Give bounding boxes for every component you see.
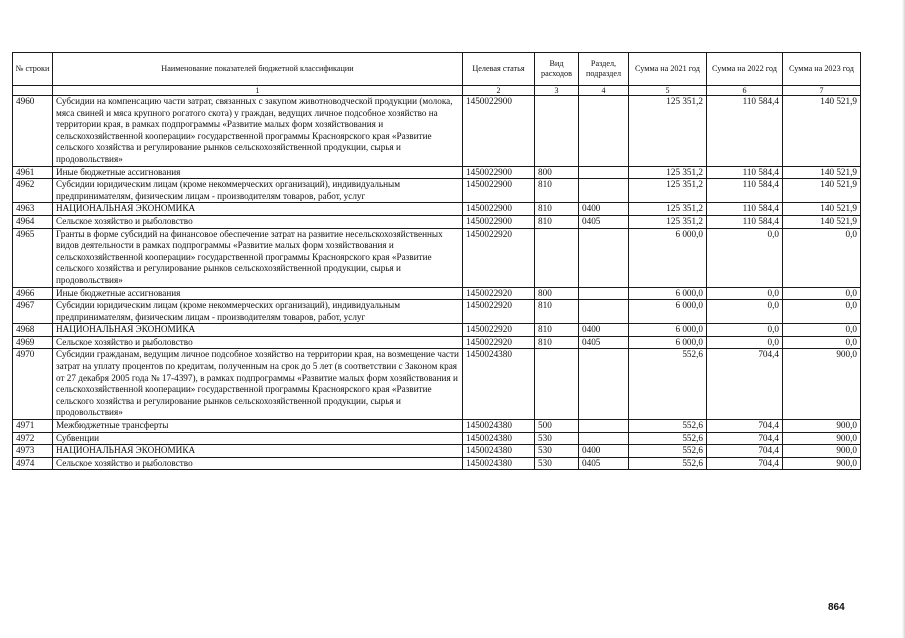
row-target-article-cell: 1450022920 bbox=[463, 336, 535, 349]
row-section-cell bbox=[579, 287, 629, 300]
table-row bbox=[13, 300, 861, 324]
row-number-cell: 4968 bbox=[13, 324, 53, 337]
row-sum-2021-cell: 6 000,0 bbox=[629, 228, 707, 287]
row-expense-type-cell bbox=[535, 228, 579, 287]
table-row bbox=[13, 179, 861, 203]
row-sum-2021-cell: 552,6 bbox=[629, 457, 707, 470]
row-name-cell: Межбюджетные трансферты bbox=[53, 420, 463, 433]
row-target-article-cell: 1450024380 bbox=[463, 349, 535, 420]
row-sum-2023-cell: 140 521,9 bbox=[783, 203, 861, 216]
row-expense-type-cell: 800 bbox=[535, 166, 579, 179]
row-sum-2023-cell: 140 521,9 bbox=[783, 215, 861, 228]
column-number: 1 bbox=[53, 86, 463, 96]
row-sum-2023-cell: 900,0 bbox=[783, 457, 861, 470]
row-name-cell: Иные бюджетные ассигнования bbox=[53, 166, 463, 179]
row-name-cell: Иные бюджетные ассигнования bbox=[53, 287, 463, 300]
row-number-cell: 4973 bbox=[13, 445, 53, 458]
page-number: 864 bbox=[828, 602, 845, 613]
row-number-cell: 4962 bbox=[13, 179, 53, 203]
row-number-cell: 4960 bbox=[13, 96, 53, 167]
row-target-article-cell: 1450022900 bbox=[463, 179, 535, 203]
row-sum-2021-cell: 552,6 bbox=[629, 445, 707, 458]
table-row bbox=[13, 215, 861, 228]
row-section-cell bbox=[579, 179, 629, 203]
table-body bbox=[13, 96, 861, 470]
row-expense-type-cell: 800 bbox=[535, 287, 579, 300]
row-number-cell: 4963 bbox=[13, 203, 53, 216]
row-sum-2022-cell: 110 584,4 bbox=[707, 215, 783, 228]
row-target-article-cell: 1450022920 bbox=[463, 228, 535, 287]
header-row bbox=[13, 53, 861, 86]
row-sum-2021-cell: 125 351,2 bbox=[629, 203, 707, 216]
row-section-cell: 0400 bbox=[579, 445, 629, 458]
row-name-cell: НАЦИОНАЛЬНАЯ ЭКОНОМИКА bbox=[53, 445, 463, 458]
table-row bbox=[13, 432, 861, 445]
row-section-cell bbox=[579, 228, 629, 287]
row-target-article-cell: 1450024380 bbox=[463, 445, 535, 458]
column-number: 3 bbox=[535, 86, 579, 96]
row-section-cell bbox=[579, 300, 629, 324]
row-expense-type-cell: 530 bbox=[535, 432, 579, 445]
row-name-cell: Субсидии юридическим лицам (кроме некоммерческих организаций), индивидуальным предпринимателям, физическим лицам - производителям товаров, работ, услуг bbox=[53, 300, 463, 324]
column-number: 2 bbox=[463, 86, 535, 96]
row-section-cell bbox=[579, 96, 629, 167]
row-target-article-cell: 1450022900 bbox=[463, 203, 535, 216]
header-sum-2022: Сумма на 2022 год bbox=[707, 53, 783, 86]
row-number-cell: 4970 bbox=[13, 349, 53, 420]
row-section-cell: 0400 bbox=[579, 324, 629, 337]
row-sum-2022-cell: 110 584,4 bbox=[707, 203, 783, 216]
row-number-cell: 4961 bbox=[13, 166, 53, 179]
row-sum-2021-cell: 552,6 bbox=[629, 349, 707, 420]
budget-table bbox=[12, 52, 861, 470]
row-sum-2023-cell: 140 521,9 bbox=[783, 96, 861, 167]
row-sum-2021-cell: 6 000,0 bbox=[629, 324, 707, 337]
row-section-cell bbox=[579, 166, 629, 179]
row-expense-type-cell: 810 bbox=[535, 215, 579, 228]
row-expense-type-cell: 530 bbox=[535, 457, 579, 470]
row-section-cell bbox=[579, 432, 629, 445]
row-sum-2022-cell: 0,0 bbox=[707, 300, 783, 324]
row-expense-type-cell: 530 bbox=[535, 445, 579, 458]
row-number-cell: 4964 bbox=[13, 215, 53, 228]
row-section-cell bbox=[579, 420, 629, 433]
header-sum-2023: Сумма на 2023 год bbox=[783, 53, 861, 86]
header-expense-type: Вид расходов bbox=[535, 53, 579, 86]
row-section-cell: 0405 bbox=[579, 215, 629, 228]
row-target-article-cell: 1450022920 bbox=[463, 287, 535, 300]
row-sum-2021-cell: 6 000,0 bbox=[629, 300, 707, 324]
row-sum-2023-cell: 140 521,9 bbox=[783, 179, 861, 203]
row-name-cell: Гранты в форме субсидий на финансовое обеспечение затрат на развитие несельскохозяйственных видов деятельности в рамках подпрограммы «Развитие малых форм хозяйствования и сельскохозяйственной кооперации» государственной программы Красноярского края «Развитие сельского хозяйства и регулирование рынков сельскохозяйственной продукции, сырья и продовольствия» bbox=[53, 228, 463, 287]
row-sum-2023-cell: 900,0 bbox=[783, 349, 861, 420]
row-sum-2023-cell: 900,0 bbox=[783, 432, 861, 445]
row-name-cell: Субсидии гражданам, ведущим личное подсобное хозяйство на территории края, на возмещение части затрат на уплату процентов по кредитам, полученным на срок до 5 лет (в соответствии с Законом края от 27 декабря 2005 года № 17-4397), в рамках подпрограммы «Развитие малых форм хозяйствования и сельскохозяйственной кооперации» государственной программы Красноярского края «Развитие сельского хозяйства и регулирование рынков сельскохозяйственной продукции, сырья и продовольствия» bbox=[53, 349, 463, 420]
row-sum-2021-cell: 552,6 bbox=[629, 420, 707, 433]
row-number-cell: 4966 bbox=[13, 287, 53, 300]
header-row-number: № строки bbox=[13, 53, 53, 86]
table-row bbox=[13, 166, 861, 179]
table-row bbox=[13, 287, 861, 300]
row-sum-2022-cell: 110 584,4 bbox=[707, 179, 783, 203]
row-sum-2022-cell: 0,0 bbox=[707, 287, 783, 300]
table-row bbox=[13, 324, 861, 337]
row-sum-2023-cell: 0,0 bbox=[783, 287, 861, 300]
column-number: 7 bbox=[783, 86, 861, 96]
row-expense-type-cell: 810 bbox=[535, 336, 579, 349]
row-sum-2022-cell: 110 584,4 bbox=[707, 166, 783, 179]
row-number-cell: 4969 bbox=[13, 336, 53, 349]
row-sum-2022-cell: 704,4 bbox=[707, 457, 783, 470]
row-sum-2023-cell: 0,0 bbox=[783, 336, 861, 349]
row-sum-2021-cell: 6 000,0 bbox=[629, 287, 707, 300]
row-target-article-cell: 1450024380 bbox=[463, 432, 535, 445]
row-sum-2022-cell: 0,0 bbox=[707, 228, 783, 287]
row-sum-2022-cell: 704,4 bbox=[707, 445, 783, 458]
row-sum-2023-cell: 140 521,9 bbox=[783, 166, 861, 179]
column-number: 4 bbox=[579, 86, 629, 96]
row-number-cell: 4967 bbox=[13, 300, 53, 324]
row-sum-2022-cell: 110 584,4 bbox=[707, 96, 783, 167]
row-sum-2022-cell: 704,4 bbox=[707, 420, 783, 433]
row-sum-2021-cell: 125 351,2 bbox=[629, 215, 707, 228]
row-sum-2021-cell: 6 000,0 bbox=[629, 336, 707, 349]
column-number-row bbox=[13, 86, 861, 96]
table-row bbox=[13, 96, 861, 167]
table-row bbox=[13, 228, 861, 287]
table-row bbox=[13, 420, 861, 433]
column-number bbox=[13, 86, 53, 96]
row-sum-2021-cell: 552,6 bbox=[629, 432, 707, 445]
row-section-cell: 0400 bbox=[579, 203, 629, 216]
row-section-cell: 0405 bbox=[579, 336, 629, 349]
row-sum-2023-cell: 0,0 bbox=[783, 324, 861, 337]
row-expense-type-cell: 500 bbox=[535, 420, 579, 433]
row-name-cell: НАЦИОНАЛЬНАЯ ЭКОНОМИКА bbox=[53, 203, 463, 216]
row-sum-2021-cell: 125 351,2 bbox=[629, 96, 707, 167]
table-row bbox=[13, 349, 861, 420]
row-number-cell: 4971 bbox=[13, 420, 53, 433]
row-sum-2021-cell: 125 351,2 bbox=[629, 166, 707, 179]
row-section-cell: 0405 bbox=[579, 457, 629, 470]
header-target-article: Целевая статья bbox=[463, 53, 535, 86]
row-sum-2023-cell: 900,0 bbox=[783, 445, 861, 458]
row-sum-2022-cell: 0,0 bbox=[707, 336, 783, 349]
row-sum-2023-cell: 0,0 bbox=[783, 228, 861, 287]
row-expense-type-cell: 810 bbox=[535, 203, 579, 216]
table-row bbox=[13, 445, 861, 458]
table-row bbox=[13, 203, 861, 216]
table-row bbox=[13, 336, 861, 349]
row-sum-2022-cell: 704,4 bbox=[707, 349, 783, 420]
row-target-article-cell: 1450022900 bbox=[463, 215, 535, 228]
row-expense-type-cell bbox=[535, 349, 579, 420]
row-sum-2021-cell: 125 351,2 bbox=[629, 179, 707, 203]
row-number-cell: 4974 bbox=[13, 457, 53, 470]
row-name-cell: Субсидии на компенсацию части затрат, связанных с закупом животноводческой продукции (молока, мяса свиней и мяса крупного рогатого скота) у граждан, ведущих личное подсобное хозяйство на территории края, в рамках подпрограммы «Развитие малых форм хозяйствования и сельскохозяйственной кооперации» государственной программы Красноярского края «Развитие сельского хозяйства и регулирование рынков сельскохозяйственной продукции, сырья и продовольствия» bbox=[53, 96, 463, 167]
row-target-article-cell: 1450022920 bbox=[463, 300, 535, 324]
row-target-article-cell: 1450024380 bbox=[463, 457, 535, 470]
row-name-cell: Субвенции bbox=[53, 432, 463, 445]
header-section: Раздел, подраздел bbox=[579, 53, 629, 86]
row-sum-2022-cell: 704,4 bbox=[707, 432, 783, 445]
row-name-cell: Сельское хозяйство и рыболовство bbox=[53, 215, 463, 228]
row-target-article-cell: 1450024380 bbox=[463, 420, 535, 433]
row-number-cell: 4972 bbox=[13, 432, 53, 445]
row-name-cell: Сельское хозяйство и рыболовство bbox=[53, 457, 463, 470]
row-target-article-cell: 1450022900 bbox=[463, 166, 535, 179]
row-section-cell bbox=[579, 349, 629, 420]
header-sum-2021: Сумма на 2021 год bbox=[629, 53, 707, 86]
header-name: Наименование показателей бюджетной классификации bbox=[53, 53, 463, 86]
row-target-article-cell: 1450022920 bbox=[463, 324, 535, 337]
column-number: 6 bbox=[707, 86, 783, 96]
table-row bbox=[13, 457, 861, 470]
column-number: 5 bbox=[629, 86, 707, 96]
row-sum-2022-cell: 0,0 bbox=[707, 324, 783, 337]
row-name-cell: НАЦИОНАЛЬНАЯ ЭКОНОМИКА bbox=[53, 324, 463, 337]
row-number-cell: 4965 bbox=[13, 228, 53, 287]
row-name-cell: Сельское хозяйство и рыболовство bbox=[53, 336, 463, 349]
row-expense-type-cell bbox=[535, 96, 579, 167]
row-target-article-cell: 1450022900 bbox=[463, 96, 535, 167]
row-expense-type-cell: 810 bbox=[535, 300, 579, 324]
row-sum-2023-cell: 900,0 bbox=[783, 420, 861, 433]
row-sum-2023-cell: 0,0 bbox=[783, 300, 861, 324]
row-expense-type-cell: 810 bbox=[535, 324, 579, 337]
row-name-cell: Субсидии юридическим лицам (кроме некоммерческих организаций), индивидуальным предпринимателям, физическим лицам - производителям товаров, работ, услуг bbox=[53, 179, 463, 203]
row-expense-type-cell: 810 bbox=[535, 179, 579, 203]
